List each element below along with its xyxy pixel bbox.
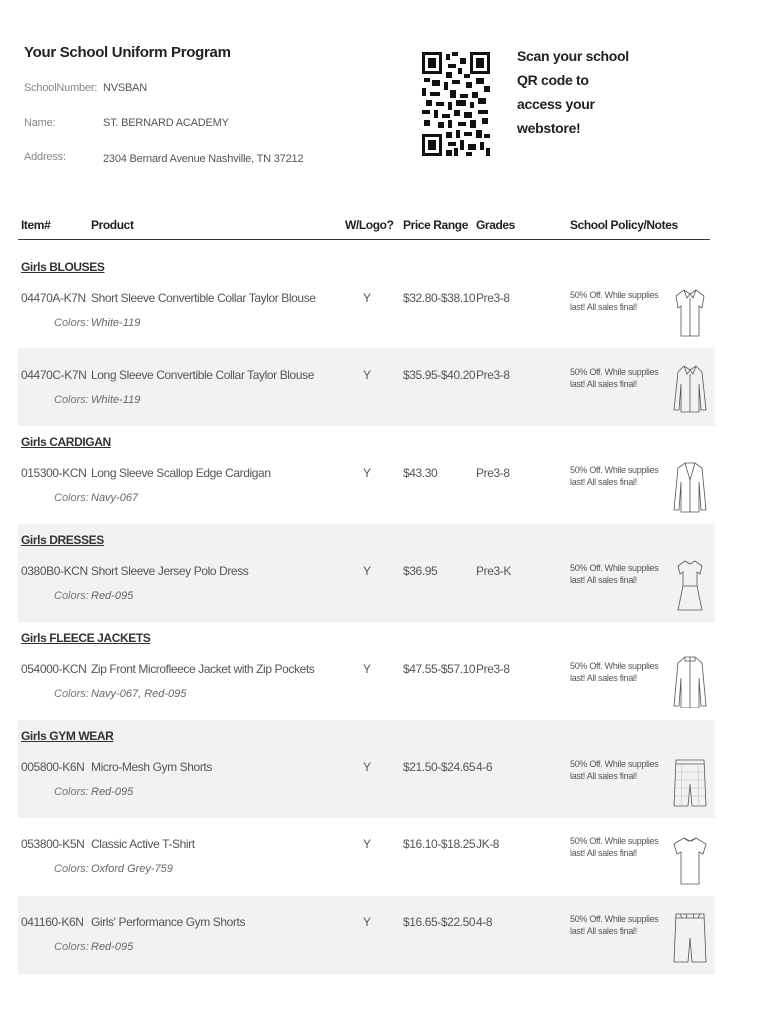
item-number: 04470C-K7N xyxy=(21,368,87,382)
colors-label: Colors: xyxy=(54,394,89,406)
product-name[interactable]: Short Sleeve Jersey Polo Dress xyxy=(91,564,249,578)
product-row xyxy=(18,818,715,896)
colors-value: White-119 xyxy=(91,317,141,329)
col-product-header: Product xyxy=(91,218,134,232)
logo-flag: Y xyxy=(363,760,371,774)
grades: Pre3-8 xyxy=(476,368,510,382)
product-name[interactable]: Short Sleeve Convertible Collar Taylor Blouse xyxy=(91,291,316,305)
price-range: $35.95-$40.20 xyxy=(403,368,476,382)
tshirt-icon[interactable] xyxy=(672,832,708,886)
category-title: Girls GYM WEAR xyxy=(21,729,114,743)
dress-icon[interactable] xyxy=(672,558,708,612)
price-range: $36.95 xyxy=(403,564,438,578)
gym-shorts-icon[interactable] xyxy=(672,910,708,964)
category-section xyxy=(18,250,715,340)
price-range: $16.65-$22.50 xyxy=(403,915,476,929)
category-section xyxy=(18,524,715,622)
category-section xyxy=(18,622,715,718)
school-name-label: Name: xyxy=(24,117,56,129)
category-title: Girls FLEECE JACKETS xyxy=(21,631,151,645)
school-address-label: Address: xyxy=(24,151,66,163)
category-title: Girls DRESSES xyxy=(21,533,104,547)
school-address-row xyxy=(24,151,303,163)
school-number-row xyxy=(24,82,147,94)
colors-value: White-119 xyxy=(91,394,141,406)
colors-label: Colors: xyxy=(54,590,89,602)
colors-value: Red-095 xyxy=(91,590,134,602)
logo-flag: Y xyxy=(363,466,371,480)
header-divider xyxy=(18,239,710,240)
logo-flag: Y xyxy=(363,368,371,382)
category-section xyxy=(18,426,715,524)
colors-value: Navy-067 xyxy=(91,492,139,504)
blouse-long-icon[interactable] xyxy=(672,362,708,416)
product-name[interactable]: Girls' Performance Gym Shorts xyxy=(91,915,246,929)
colors-value: Red-095 xyxy=(91,941,134,953)
product-row xyxy=(18,896,715,974)
price-range: $32.80-$38.10 xyxy=(403,291,476,305)
qr-code-icon[interactable] xyxy=(422,52,490,156)
school-number-value: NVSBAN xyxy=(103,82,148,94)
grades: Pre3-K xyxy=(476,564,511,578)
logo-flag: Y xyxy=(363,564,371,578)
col-item-header: Item# xyxy=(21,218,51,232)
price-range: $16.10-$18.25 xyxy=(403,837,476,851)
price-range: $21.50-$24.65 xyxy=(403,760,476,774)
school-address-value: 2304 Bernard Avenue Nashville, TN 37212 xyxy=(103,153,304,165)
policy-note: 50% Off. While supplies last! All sales final! xyxy=(570,836,659,858)
school-name-value: ST. BERNARD ACADEMY xyxy=(103,117,229,129)
logo-flag: Y xyxy=(363,291,371,305)
colors-value: Oxford Grey-759 xyxy=(91,863,173,875)
category-title: Girls BLOUSES xyxy=(21,260,105,274)
product-name[interactable]: Micro-Mesh Gym Shorts xyxy=(91,760,212,774)
category-title: Girls CARDIGAN xyxy=(21,435,111,449)
colors-label: Colors: xyxy=(54,941,89,953)
page-title: Your School Uniform Program xyxy=(24,44,231,61)
jacket-icon[interactable] xyxy=(672,654,708,708)
school-name-row xyxy=(24,117,229,129)
product-row xyxy=(18,348,715,426)
policy-note: 50% Off. While supplies last! All sales final! xyxy=(570,563,659,585)
item-number: 0380B0-KCN xyxy=(21,564,88,578)
product-name[interactable]: Zip Front Microfleece Jacket with Zip Pockets xyxy=(91,662,315,676)
logo-flag: Y xyxy=(363,915,371,929)
grades: JK-8 xyxy=(476,837,500,851)
blouse-short-icon[interactable] xyxy=(672,286,708,340)
colors-label: Colors: xyxy=(54,863,89,875)
item-number: 005800-K6N xyxy=(21,760,85,774)
product-name[interactable]: Long Sleeve Scallop Edge Cardigan xyxy=(91,466,271,480)
item-number: 054000-KCN xyxy=(21,662,87,676)
policy-note: 50% Off. While supplies last! All sales final! xyxy=(570,914,659,936)
col-notes-header: School Policy/Notes xyxy=(570,218,678,232)
cardigan-icon[interactable] xyxy=(672,460,708,514)
logo-flag: Y xyxy=(363,662,371,676)
item-number: 053800-K5N xyxy=(21,837,85,851)
colors-label: Colors: xyxy=(54,492,89,504)
col-logo-header: W/Logo? xyxy=(345,218,394,232)
price-range: $43.30 xyxy=(403,466,438,480)
item-number: 041160-K6N xyxy=(21,915,84,929)
scan-instruction: Scan your school QR code to access your webstore! xyxy=(517,48,629,136)
col-price-header: Price Range xyxy=(403,218,468,232)
grades: Pre3-8 xyxy=(476,662,510,676)
mesh-shorts-icon[interactable] xyxy=(672,754,708,808)
item-number: 04470A-K7N xyxy=(21,291,86,305)
policy-note: 50% Off. While supplies last! All sales final! xyxy=(570,661,659,683)
logo-flag: Y xyxy=(363,837,371,851)
grades: Pre3-8 xyxy=(476,291,510,305)
grades: Pre3-8 xyxy=(476,466,510,480)
colors-label: Colors: xyxy=(54,786,89,798)
school-number-label: SchoolNumber: xyxy=(24,82,98,94)
policy-note: 50% Off. While supplies last! All sales final! xyxy=(570,290,659,312)
item-number: 015300-KCN xyxy=(21,466,87,480)
colors-label: Colors: xyxy=(54,317,89,329)
product-name[interactable]: Classic Active T-Shirt xyxy=(91,837,195,851)
category-section xyxy=(18,720,715,818)
policy-note: 50% Off. While supplies last! All sales final! xyxy=(570,759,659,781)
colors-label: Colors: xyxy=(54,688,89,700)
policy-note: 50% Off. While supplies last! All sales final! xyxy=(570,367,659,389)
policy-note: 50% Off. While supplies last! All sales final! xyxy=(570,465,659,487)
colors-value: Red-095 xyxy=(91,786,134,798)
price-range: $47.55-$57.10 xyxy=(403,662,476,676)
product-name[interactable]: Long Sleeve Convertible Collar Taylor Blouse xyxy=(91,368,314,382)
col-grades-header: Grades xyxy=(476,218,515,232)
colors-value: Navy-067, Red-095 xyxy=(91,688,187,700)
grades: 4-8 xyxy=(476,915,493,929)
grades: 4-6 xyxy=(476,760,493,774)
